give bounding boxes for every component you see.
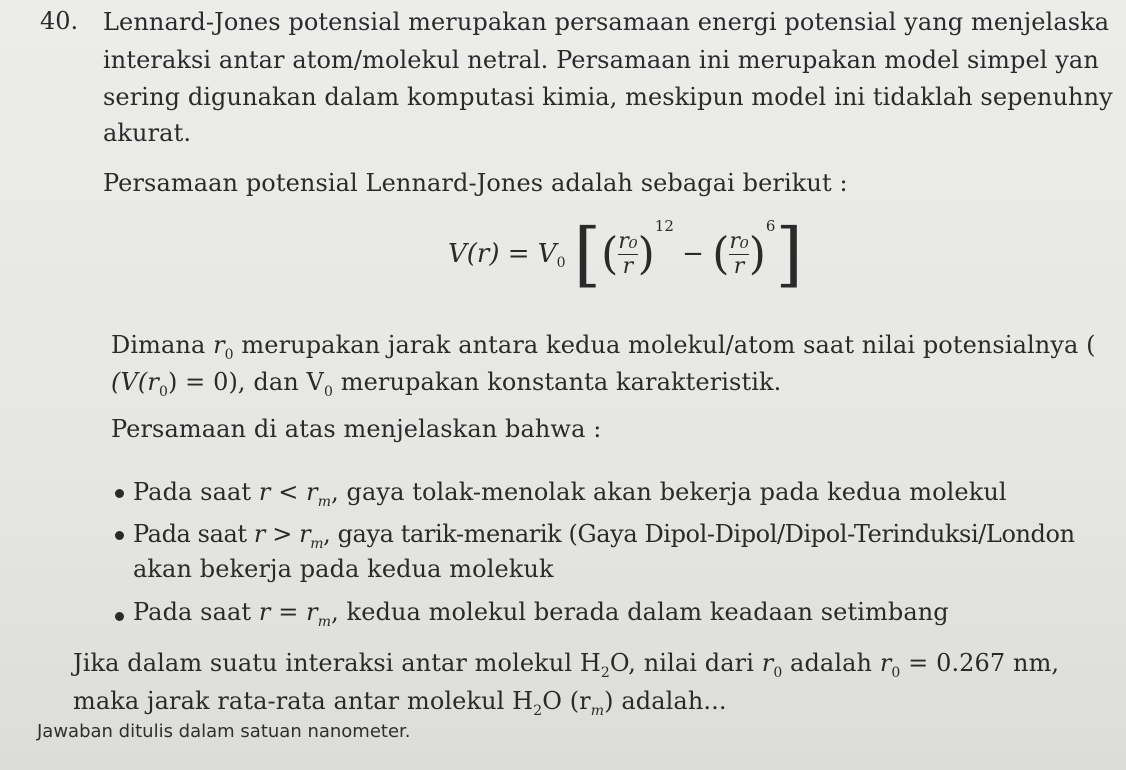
ask-2-a: maka jarak rata-rata antar molekul H xyxy=(73,687,534,715)
where-line-2 xyxy=(111,367,782,400)
formula-exp-12: 12 xyxy=(654,217,674,235)
question-line-1 xyxy=(73,648,1060,681)
bullet-1-a: Pada saat xyxy=(133,478,259,506)
formula-exp-6: 6 xyxy=(765,217,776,235)
ask-1-d: r xyxy=(879,649,892,677)
where-line-2-b: ) = 0), dan V xyxy=(167,368,324,396)
formula-close-bracket: ] xyxy=(775,213,803,295)
where-line-2-sub2: 0 xyxy=(323,383,333,400)
ask-1-a: Jika dalam suatu interaksi antar molekul H xyxy=(73,649,601,677)
ask-1-var: r xyxy=(761,649,774,677)
where-line-1-b: merupakan jarak antara kedua molekul/atom saat nilai potensialnya ( xyxy=(233,331,1096,359)
formula-fraction-2 xyxy=(729,230,748,279)
formula-num-1: r₀ xyxy=(618,228,638,254)
intro-line-3: sering digunakan dalam komputasi kimia, meskipun model ini tidaklah sepenuhny xyxy=(103,83,1113,111)
bullet-2-a: Pada saat xyxy=(133,520,254,548)
bullet-2-sub: m xyxy=(310,535,324,552)
bullet-item-3 xyxy=(133,597,949,630)
question-line-2 xyxy=(73,686,727,719)
formula-fraction-1 xyxy=(618,230,637,279)
bullet-item-2-continued: akan bekerja pada kedua molekuk xyxy=(133,555,554,583)
formula-den-1: r xyxy=(618,254,637,279)
formula-intro: Persamaan potensial Lennard-Jones adalah sebagai berikut : xyxy=(103,169,848,197)
ask-2-c: ) adalah... xyxy=(604,687,727,715)
formula-close-paren-1: ) xyxy=(637,228,655,280)
where-line-1-var: r xyxy=(213,331,225,359)
bullet-2-rel: r > r xyxy=(253,520,311,548)
where-line-2-c: merupakan konstanta karakteristik. xyxy=(332,368,782,396)
bullet-2-b: , gaya tarik-menarik (Gaya Dipol-Dipol/Dipol-Terinduksi/London xyxy=(323,520,1075,548)
ask-2-b: O (r xyxy=(542,687,591,715)
formula-minus: − xyxy=(682,239,704,269)
answer-note: Jawaban ditulis dalam satuan nanometer. xyxy=(37,721,411,742)
ask-2-sub2: m xyxy=(590,702,605,719)
ask-1-e: = 0.267 nm, xyxy=(900,649,1060,677)
ask-2-sub: 2 xyxy=(533,702,543,719)
bullet-dot-1 xyxy=(115,489,124,498)
lennard-jones-formula xyxy=(448,213,808,303)
bullet-3-rel: r = r xyxy=(258,598,318,626)
where-line-1-a: Dimana xyxy=(111,331,214,359)
formula-lhs: V(r) = V xyxy=(448,239,557,269)
bullet-1-b: , gaya tolak-menolak akan bekerja pada kedua molekul xyxy=(331,478,1007,506)
ask-1-sub: 2 xyxy=(600,664,610,681)
ask-1-c: adalah xyxy=(782,649,880,677)
intro-line-1: Lennard-Jones potensial merupakan persamaan energi potensial yang menjelaska xyxy=(103,8,1110,36)
question-number: 40. xyxy=(40,7,79,35)
formula-open-paren-1: ( xyxy=(601,228,619,280)
where-line-1-sub: 0 xyxy=(224,346,234,363)
bullet-1-rel: r < r xyxy=(258,478,318,506)
where-line-1 xyxy=(111,330,1096,363)
where-line-2-a: (V(r xyxy=(111,368,159,396)
bullet-3-sub: m xyxy=(317,613,332,630)
ask-1-sub2: 0 xyxy=(773,664,783,681)
bullet-dot-2 xyxy=(115,531,124,540)
bullet-dot-3 xyxy=(115,612,124,621)
bullet-3-a: Pada saat xyxy=(133,598,259,626)
intro-line-2: interaksi antar atom/molekul netral. Persamaan ini merupakan model simpel yan xyxy=(103,46,1099,74)
formula-den-2: r xyxy=(729,254,748,279)
formula-lhs-sub: 0 xyxy=(556,255,566,272)
ask-1-b: O, nilai dari xyxy=(609,649,762,677)
bullet-3-b: , kedua molekul berada dalam keadaan setimbang xyxy=(331,598,949,626)
bullet-item-1 xyxy=(133,477,1007,510)
where-line-2-sub: 0 xyxy=(158,383,168,400)
formula-close-paren-2: ) xyxy=(748,228,766,280)
explains-heading: Persamaan di atas menjelaskan bahwa : xyxy=(111,415,602,443)
formula-num-2: r₀ xyxy=(729,228,749,254)
formula-open-paren-2: ( xyxy=(712,228,730,280)
formula-open-bracket: [ xyxy=(573,213,602,295)
bullet-1-sub: m xyxy=(317,493,332,510)
ask-1-sub3: 0 xyxy=(891,664,901,681)
bullet-item-2 xyxy=(133,519,1075,552)
intro-line-4: akurat. xyxy=(103,119,192,147)
